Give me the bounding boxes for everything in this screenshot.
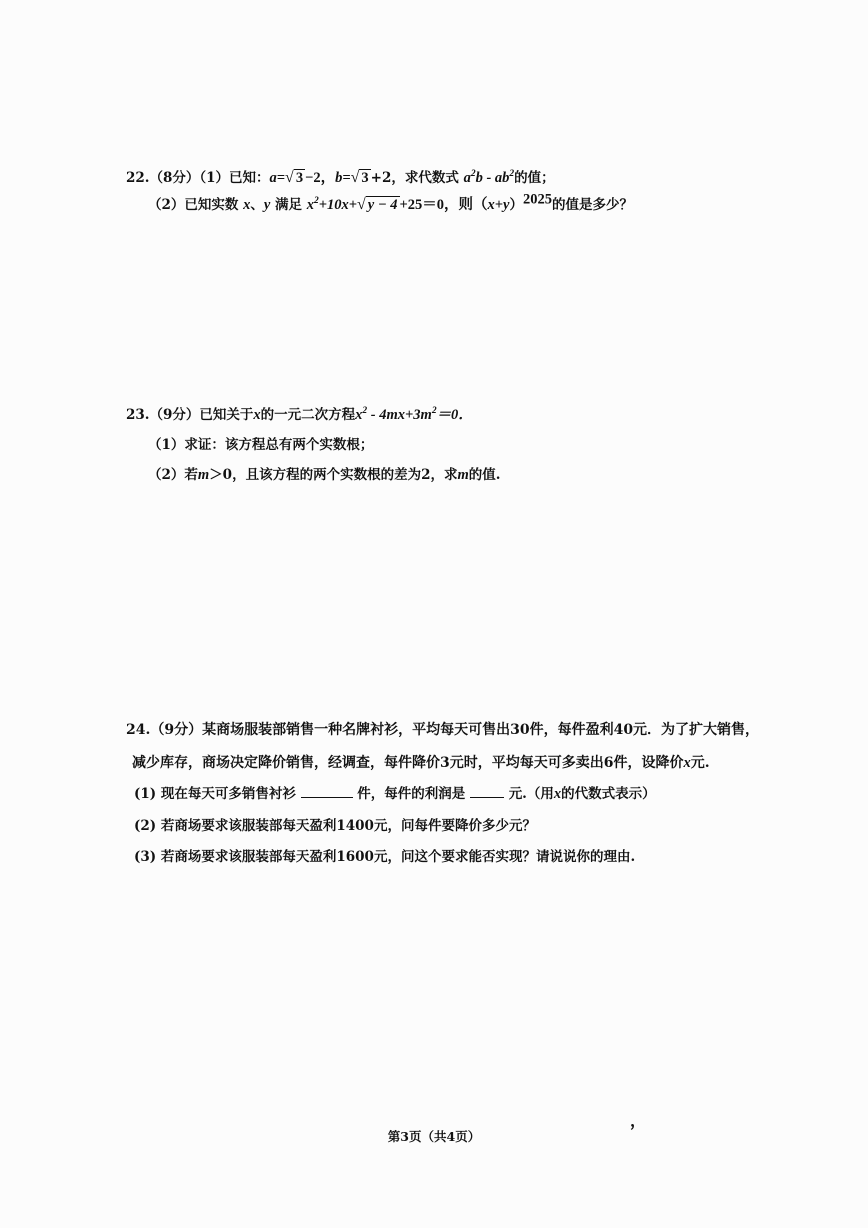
q24-line2: 减少库存，商场决定降价销售，经调查，每件降价3元时，平均每天可多卖出6件，设降价x元. [132, 755, 710, 771]
q22-eq: $x^2+10x+$ [306, 196, 357, 213]
page-footer: 第3页（共4页） [387, 1129, 481, 1144]
q22-head: 22.（8分）（1）已知： [126, 170, 270, 186]
q22-p2-head: （2）已知实数 [148, 197, 239, 213]
q22-part2: （2）已知实数 x、y 满足 $x^2+10x+√$ y − 4 +25＝0，则$(x+y)^{2025}$的值是多少？ [148, 191, 633, 213]
answer-blank-quantity[interactable] [301, 785, 353, 798]
q23-equation: $x^2 - 4mx+3m^2=0$． [355, 406, 473, 423]
q22-tail1: 的值； [514, 170, 555, 186]
q22-a-eq: a= [269, 170, 286, 186]
stray-mark: ， [630, 1111, 647, 1130]
q24-line1: 24.（9分）某商场服装部销售一种名牌衬衫，平均每天可售出30件，每件盈利40元．为了扩大销售， [126, 722, 760, 738]
sqrt-3-a: √ 3 [285, 169, 304, 186]
q24-part3: (3) 若商场要求该服装部每天盈利1600元，问这个要求能否实现？请说说你的理由. [134, 849, 636, 865]
q22-power: 2025 [522, 191, 552, 208]
q22-a-rest: −2， [305, 170, 336, 186]
q24-part1: (1) 现在每天可多销售衬衫 件，每件的利润是 元.（用x的代数式表示） [134, 786, 656, 802]
q22-b-rest: +2，求代数式 [370, 170, 459, 186]
q23-stem: 23.（9分）已知关于x的一元二次方程$x^2 - 4mx+3m^2=0$． [126, 406, 473, 423]
q22-part1 [126, 166, 555, 187]
sqrt-3-b: √ 3 [350, 169, 369, 186]
q22-b-eq: b= [335, 170, 351, 186]
q22-expr: $a^2b - ab^2$ [463, 169, 515, 186]
sqrt-y-minus-4: √ y − 4 [356, 196, 398, 213]
q24-part2: (2) 若商场要求该服装部每天盈利1400元，问每件要降价多少元？ [134, 818, 536, 834]
answer-blank-profit[interactable] [470, 785, 504, 798]
q23-part2: （2）若m＞0，且该方程的两个实数根的差为2，求m的值. [148, 467, 501, 483]
q23-part1: （1）求证：该方程总有两个实数根； [148, 437, 374, 453]
